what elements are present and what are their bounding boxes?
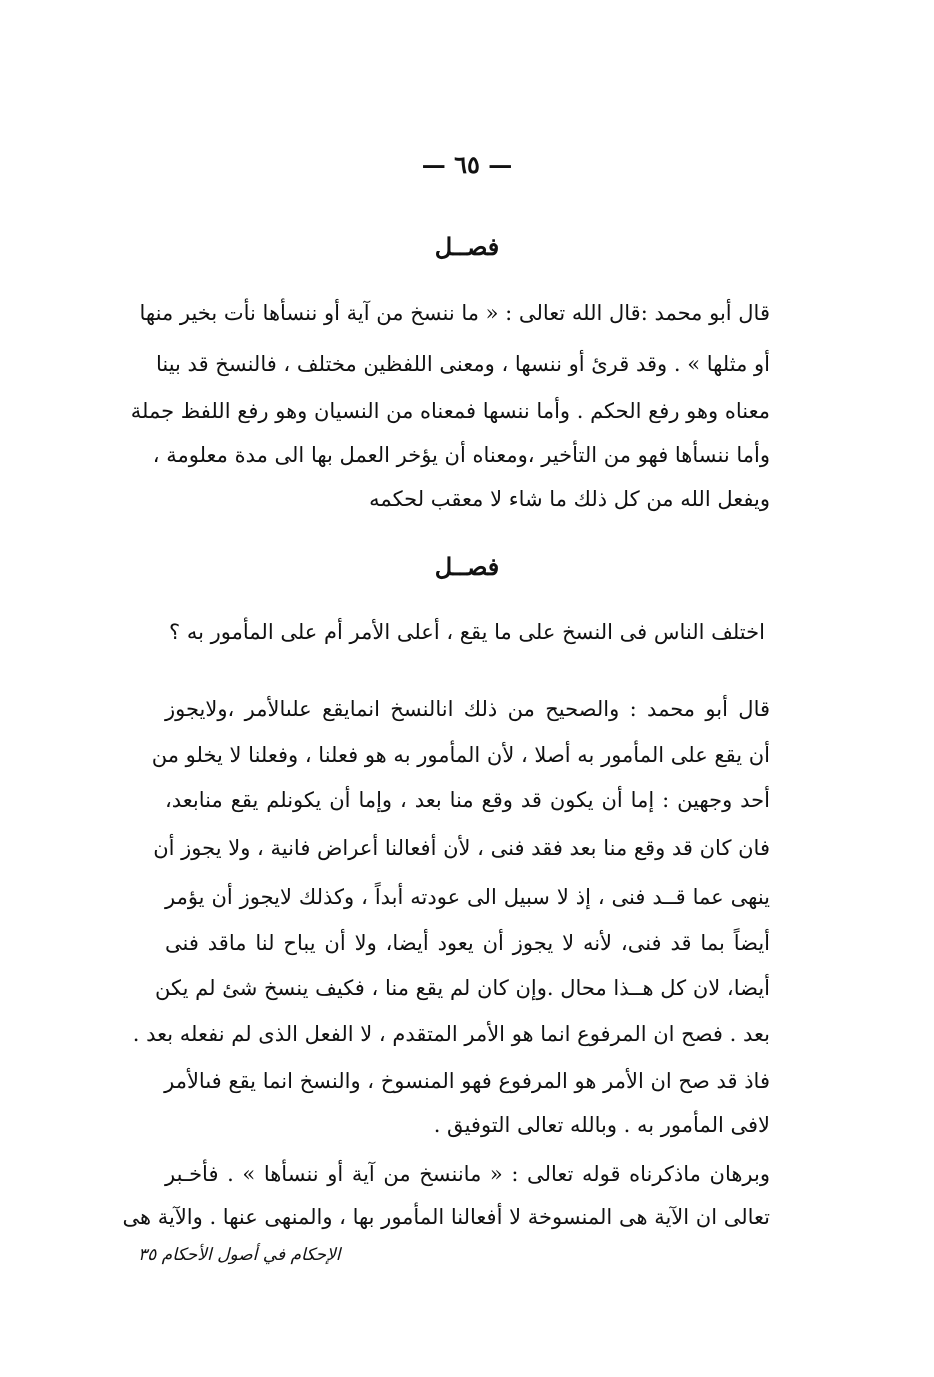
text-line: لافى المأمور به . وبالله تعالى التوفيق .: [433, 1113, 770, 1137]
page-number: — ٦٥ —: [421, 150, 513, 179]
section-question: اختلف الناس فى النسخ على ما يقع ، أعلى الأمر أم على المأمور به ؟: [169, 620, 765, 644]
text-line: فان كان قد وقع منا بعد فقد فنى ، لأن أفعالنا أعراض فانية ، ولا يجوز أن: [153, 836, 770, 860]
text-line: وأما ننسأها فهو من التأخير ،ومعناه أن يؤخر العمل بها الى مدة معلومة ،: [152, 443, 770, 467]
section-heading: فصــل: [434, 552, 500, 581]
text-line: أن يقع على المأمور به أصلا ، لأن المأمور به هو فعلنا ، وفعلنا لا يخلو من: [151, 743, 770, 767]
text-line: تعالى ان الآية هى المنسوخة لا أفعالنا المأمور بها ، والمنهى عنها . والآية هى: [122, 1205, 770, 1229]
text-line: فاذ قد صح ان الأمر هو المرفوع فهو المنسوخ ، والنسخ انما يقع فىالأمر: [164, 1069, 770, 1093]
text-line: ينهى عما قــد فنى ، إذ لا سبيل الى عودته أبداً ، وكذلك لايجوز أن يؤمر: [165, 885, 770, 909]
text-line: وبرهان ماذكرناه قوله تعالى : « ماننسخ من آية أو ننسأها » . فأخـبر: [165, 1162, 770, 1186]
text-line: أيضا، لان كل هــذا محال .وإن كان لم يقع منا ، فكيف ينسخ شئ لم يكن: [155, 976, 770, 1000]
text-line: أو مثلها » . وقد قرئ أو ننسها ، ومعنى اللفظين مختلف ، فالنسخ قد بينا: [155, 352, 770, 376]
text-line: أحد وجهين : إما أن يكون قد وقع منا بعد ، وإما أن يكونلم يقع منابعد،: [165, 788, 770, 812]
text-line: معناه وهو رفع الحكم . وأما ننسها فمعناه من النسيان وهو رفع اللفظ جملة: [130, 399, 770, 423]
text-line: بعد . فصح ان المرفوع انما هو الأمر المتقدم ، لا الفعل الذى لم نفعله بعد .: [132, 1022, 770, 1046]
footer-signature: الإحكام في أصول الأحكام ٣٥: [138, 1245, 341, 1265]
text-line: قال أبو محمد : والصحيح من ذلك انالنسخ انمايقع علىالأمر ،ولايجوز: [165, 697, 770, 721]
text-line: أيضاً بما قد فنى، لأنه لا يجوز أن يعود أيضا، ولا أن يباح لنا ماقد فنى: [165, 931, 770, 955]
section-heading: فصــل: [434, 232, 500, 261]
text-line: ويفعل الله من كل ذلك ما شاء لا معقب لحكمه: [369, 487, 770, 511]
text-line: قال أبو محمد :قال الله تعالى : « ما ننسخ من آية أو ننسأها نأت بخير منها: [139, 301, 770, 325]
